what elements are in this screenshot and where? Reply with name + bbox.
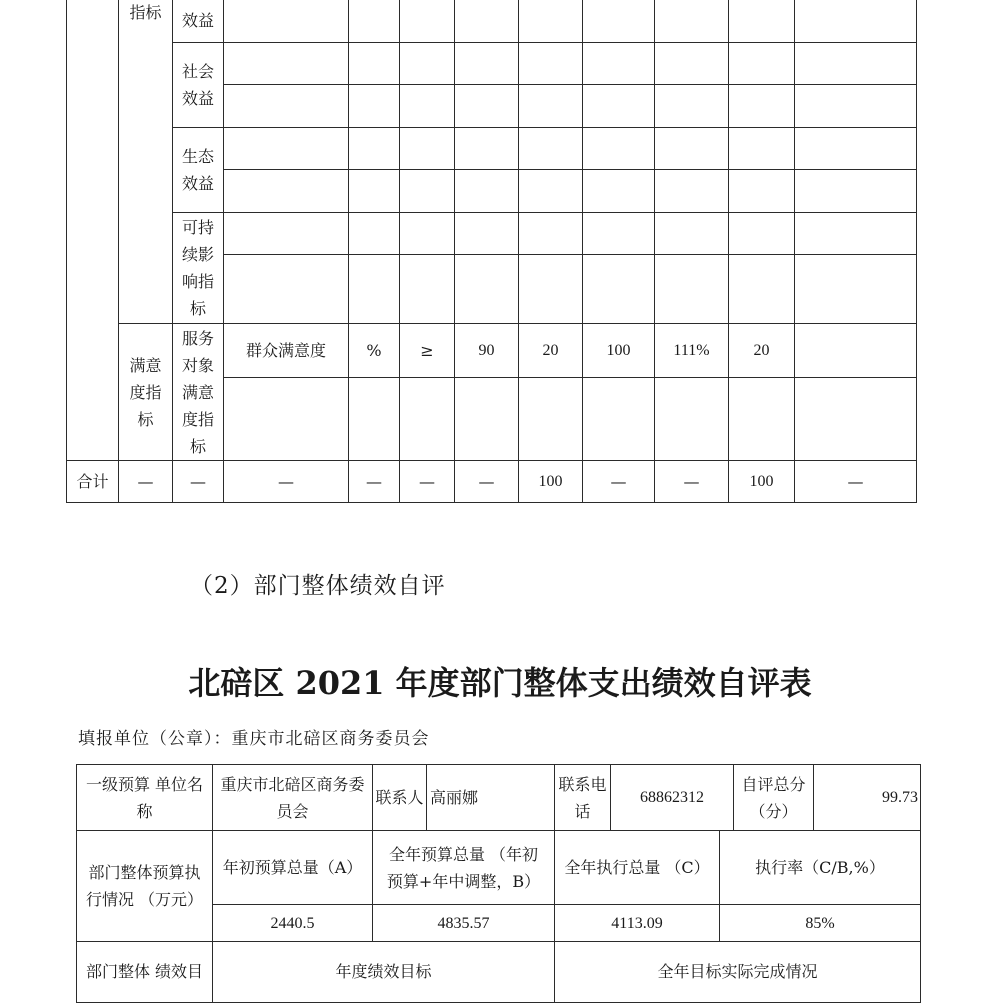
t1-empty-cell xyxy=(654,127,729,171)
t1-sat-weight-text: 20 xyxy=(542,342,559,359)
t1-empty-cell xyxy=(348,254,400,325)
t1-empty-cell xyxy=(454,84,519,129)
t2-contact-value xyxy=(426,764,555,831)
t1-empty-cell xyxy=(518,254,583,325)
t1-empty-cell xyxy=(582,84,655,129)
section-heading: （2）部门整体绩效自评 xyxy=(190,573,446,599)
t1-total-score-text: 100 xyxy=(749,473,774,490)
t1-empty-cell xyxy=(348,169,400,214)
t2-completion-header-text: 全年目标实际完成情况 xyxy=(657,962,818,981)
t1-empty-cell xyxy=(454,377,519,462)
t1-sub-kechixu-label: 可持 续影 响指 标 xyxy=(181,218,214,318)
t1-empty-cell xyxy=(348,212,400,256)
t1-sat-actual-text: 100 xyxy=(606,342,631,359)
t2-executed-header xyxy=(554,830,720,905)
t1-sat-note xyxy=(794,323,917,378)
t1-empty-cell xyxy=(728,377,795,462)
t1-empty-cell xyxy=(794,377,917,462)
t1-empty-cell xyxy=(728,84,795,129)
t1-empty-cell xyxy=(454,254,519,325)
t1-total-c10-text: — xyxy=(683,472,700,491)
t1-sat-op-text: ≥ xyxy=(420,341,434,360)
t1-empty-cell xyxy=(728,42,795,86)
t1-empty-cell xyxy=(399,127,455,171)
t1-empty-cell xyxy=(518,84,583,129)
t1-sat-target-text: 90 xyxy=(478,342,495,359)
t1-empty-cell xyxy=(654,0,729,44)
t1-empty-cell xyxy=(348,42,400,86)
t1-empty-cell xyxy=(654,169,729,214)
t1-empty-cell xyxy=(728,0,795,44)
t1-empty-cell xyxy=(582,377,655,462)
t2-score-value xyxy=(813,764,921,831)
t1-empty-cell xyxy=(794,127,917,171)
t1-empty-cell xyxy=(728,212,795,256)
t1-col1-blank xyxy=(66,0,119,461)
t2-annual-header xyxy=(372,830,555,905)
t1-sub-fuwu-label: 服务 对象 满意 度指 标 xyxy=(181,328,214,456)
t1-empty-cell xyxy=(518,212,583,256)
t1-empty-cell xyxy=(518,169,583,214)
t1-empty-cell xyxy=(223,42,349,86)
t1-sat-op xyxy=(399,323,455,378)
t1-total-weight xyxy=(518,460,583,503)
t1-empty-cell xyxy=(582,169,655,214)
t2-completion-header xyxy=(554,941,921,1003)
t1-sat-unit xyxy=(348,323,400,378)
t1-empty-cell xyxy=(654,377,729,462)
t2-initial-value-text: 2440.5 xyxy=(270,914,315,932)
t1-empty-cell xyxy=(582,0,655,44)
t1-cat-satisfaction-label: 满意 度指 标 xyxy=(129,355,162,429)
t1-total-c5-text: — xyxy=(366,472,382,491)
t1-sat-weight xyxy=(518,323,583,378)
t1-empty-cell xyxy=(582,254,655,325)
t2-phone-value-text: 68862312 xyxy=(640,789,704,806)
t1-empty-cell xyxy=(518,127,583,171)
t2-budget-unit-label xyxy=(76,764,213,831)
document-title: 北碚区 2021 年度部门整体支出绩效自评表 xyxy=(188,664,812,702)
t1-empty-cell xyxy=(399,254,455,325)
t2-annual-value-text: 4835.57 xyxy=(437,914,490,932)
t1-empty-cell xyxy=(399,212,455,256)
t2-exec-label xyxy=(76,830,213,942)
t1-empty-cell xyxy=(223,254,349,325)
t1-total-c4-text: — xyxy=(278,472,294,491)
t1-total-c9 xyxy=(582,460,655,503)
t1-sub-xiaoyi xyxy=(172,0,224,43)
t2-initial-value xyxy=(212,904,373,942)
t1-empty-cell xyxy=(794,42,917,86)
t1-empty-cell xyxy=(399,84,455,129)
t1-empty-cell xyxy=(794,0,917,44)
t2-phone-label xyxy=(554,764,611,831)
t2-executed-header-text: 全年执行总量 （C） xyxy=(564,858,710,877)
t1-sat-target xyxy=(454,323,519,378)
t1-empty-cell xyxy=(348,0,400,44)
t1-total-c6 xyxy=(399,460,455,503)
t2-contact-label-text: 联系人 xyxy=(375,788,424,807)
t2-contact-value-text: 高丽娜 xyxy=(430,788,479,807)
t2-budget-unit-label-text: 一级预算 单位名 称 xyxy=(85,774,204,821)
t1-cat-satisfaction-cell xyxy=(118,323,173,461)
t1-empty-cell xyxy=(454,42,519,86)
t1-total-weight-text: 100 xyxy=(538,473,563,490)
t1-empty-cell xyxy=(454,0,519,44)
t2-score-label-text: 自评总分 （分） xyxy=(741,774,806,821)
t2-executed-value-text: 4113.09 xyxy=(611,914,663,932)
t1-empty-cell xyxy=(518,42,583,86)
t1-empty-cell xyxy=(454,169,519,214)
t2-contact-label xyxy=(372,764,427,831)
t1-total-c2-text: — xyxy=(137,472,154,491)
t2-phone-value xyxy=(610,764,734,831)
t1-total-c12-text: — xyxy=(847,472,864,491)
t1-cat-output-cell xyxy=(118,0,173,324)
t1-total-c12 xyxy=(794,460,917,503)
t1-empty-cell xyxy=(582,212,655,256)
t1-empty-cell xyxy=(399,0,455,44)
t2-goal-header xyxy=(212,941,555,1003)
t1-empty-cell xyxy=(654,254,729,325)
t1-empty-cell xyxy=(654,42,729,86)
t2-rate-value xyxy=(719,904,921,942)
t1-empty-cell xyxy=(794,254,917,325)
t1-empty-cell xyxy=(399,377,455,462)
t1-total-c2 xyxy=(118,460,173,503)
t1-sat-name-text: 群众满意度 xyxy=(245,341,326,360)
t1-empty-cell xyxy=(348,84,400,129)
t1-cat-output-label: 指标 xyxy=(129,3,162,22)
t1-sub-shehui xyxy=(172,42,224,128)
t1-empty-cell xyxy=(454,127,519,171)
t2-annual-header-text: 全年预算总量 （年初 预算+年中调整，B） xyxy=(386,844,541,891)
t1-empty-cell xyxy=(454,212,519,256)
t1-total-c7-text: — xyxy=(478,472,495,491)
t1-empty-cell xyxy=(794,169,917,214)
t2-executed-value xyxy=(554,904,720,942)
t1-total-c10 xyxy=(654,460,729,503)
t1-empty-cell xyxy=(654,84,729,129)
t1-empty-cell xyxy=(399,169,455,214)
t2-goal-label-text: 部门整体 绩效目 xyxy=(85,962,204,981)
t2-exec-label-text: 部门整体预算执 行情况 （万元） xyxy=(85,863,204,909)
t1-sat-rate xyxy=(654,323,729,378)
t1-empty-cell xyxy=(223,377,349,462)
t1-empty-cell xyxy=(223,84,349,129)
fill-unit-line: 填报单位（公章）：重庆市北碚区商务委员会 xyxy=(78,729,430,749)
t1-total-c3 xyxy=(172,460,224,503)
t1-total-score xyxy=(728,460,795,503)
t2-annual-value xyxy=(372,904,555,942)
t1-empty-cell xyxy=(654,212,729,256)
t1-sat-unit-text: % xyxy=(366,341,382,360)
t2-rate-header-text: 执行率（C/B,%） xyxy=(755,858,885,877)
t1-total-c6-text: — xyxy=(419,472,435,491)
t1-empty-cell xyxy=(223,0,349,44)
t1-empty-cell xyxy=(223,212,349,256)
t1-total-c3-text: — xyxy=(190,472,206,491)
t1-total-label xyxy=(66,460,119,503)
t2-initial-header xyxy=(212,830,373,905)
t2-budget-unit-value xyxy=(212,764,373,831)
t1-total-label-text: 合计 xyxy=(76,472,109,491)
t1-empty-cell xyxy=(518,377,583,462)
t1-empty-cell xyxy=(582,42,655,86)
t2-rate-header xyxy=(719,830,921,905)
t1-sub-kechixu xyxy=(172,212,224,324)
t1-total-c7 xyxy=(454,460,519,503)
t1-empty-cell xyxy=(399,42,455,86)
t2-budget-unit-value-text: 重庆市北碚区商务委 员会 xyxy=(220,774,365,821)
t1-sub-shengtai xyxy=(172,127,224,213)
t1-total-c4 xyxy=(223,460,349,503)
t1-total-c9-text: — xyxy=(610,472,627,491)
t1-empty-cell xyxy=(223,127,349,171)
t2-phone-label-text: 联系电 话 xyxy=(558,774,607,821)
t1-sat-name xyxy=(223,323,349,378)
t1-sub-xiaoyi-label: 效益 xyxy=(181,11,214,30)
t1-empty-cell xyxy=(223,169,349,214)
t2-goal-label xyxy=(76,941,213,1003)
t2-rate-value-text: 85% xyxy=(805,914,835,932)
t1-sat-rate-text: 111% xyxy=(673,342,710,359)
t1-sat-actual xyxy=(582,323,655,378)
t1-empty-cell xyxy=(348,377,400,462)
t1-empty-cell xyxy=(348,127,400,171)
t2-score-value-text: 99.73 xyxy=(882,789,918,806)
t1-sat-score xyxy=(728,323,795,378)
t1-empty-cell xyxy=(582,127,655,171)
t1-sat-score-text: 20 xyxy=(753,342,770,359)
t1-empty-cell xyxy=(728,169,795,214)
t2-goal-header-text: 年度绩效目标 xyxy=(335,962,432,981)
t1-empty-cell xyxy=(728,127,795,171)
t1-sub-shehui-label: 社会 效益 xyxy=(181,62,214,108)
t1-sub-shengtai-label: 生态 效益 xyxy=(181,147,214,193)
t1-empty-cell xyxy=(518,0,583,44)
t2-initial-header-text: 年初预算总量（A） xyxy=(222,858,363,877)
t1-empty-cell xyxy=(794,212,917,256)
t2-score-label xyxy=(733,764,814,831)
t1-empty-cell xyxy=(794,84,917,129)
t1-empty-cell xyxy=(728,254,795,325)
t1-total-c5 xyxy=(348,460,400,503)
t1-sub-fuwu xyxy=(172,323,224,461)
